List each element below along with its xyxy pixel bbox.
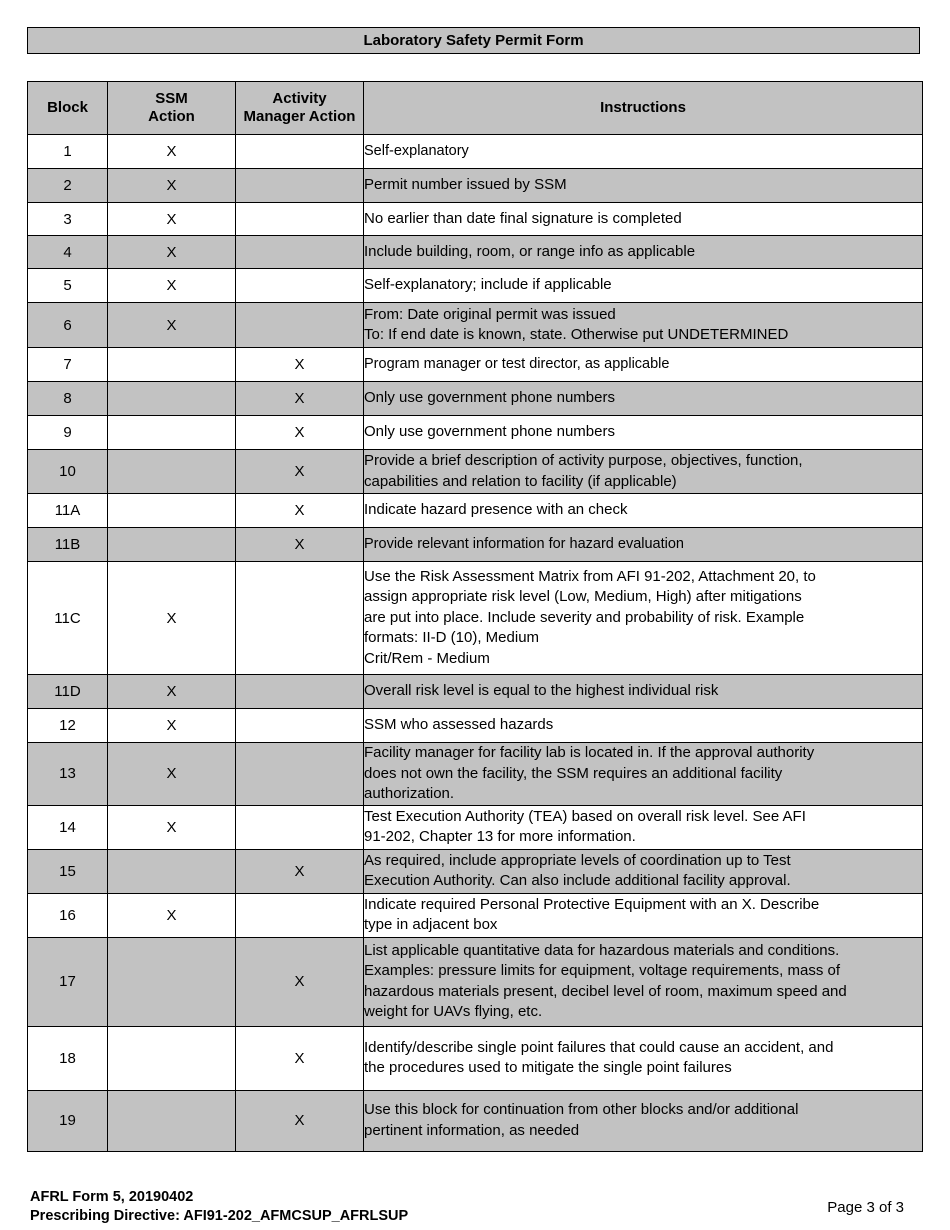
table-row (28, 849, 923, 893)
activity-manager-action-cell (236, 236, 364, 269)
column-header-ssm-action (108, 82, 236, 135)
activity-manager-action-cell: X (236, 849, 364, 893)
ssm-action-cell: X (108, 743, 236, 806)
activity-manager-action-cell (236, 893, 364, 937)
block-cell: 15 (28, 849, 108, 893)
instructions-table (27, 81, 923, 1152)
table-row (28, 348, 923, 382)
ssm-action-cell: X (108, 303, 236, 348)
column-header-ssm-label: SSM Action (148, 90, 195, 125)
instructions-cell: List applicable quantitative data for hazardous materials and conditions. Examples: pressure limits for equipment, voltage requirements, mass of hazardous materials present, decibel level of room, maximum speed and weight for UAVs flying, etc. (364, 937, 923, 1026)
column-header-am-label: Activity Manager Action (243, 90, 356, 125)
column-header-instructions-label: Instructions (600, 99, 686, 116)
activity-manager-action-cell (236, 135, 364, 169)
block-cell: 11D (28, 675, 108, 709)
activity-manager-action-cell: X (236, 1090, 364, 1151)
block-cell: 18 (28, 1026, 108, 1090)
instructions-cell: Only use government phone numbers (364, 382, 923, 416)
instructions-cell: SSM who assessed hazards (364, 709, 923, 743)
ssm-action-cell (108, 528, 236, 562)
table-row (28, 416, 923, 450)
block-cell: 8 (28, 382, 108, 416)
column-header-activity-manager-action (236, 82, 364, 135)
ssm-action-cell (108, 1090, 236, 1151)
activity-manager-action-cell: X (236, 1026, 364, 1090)
ssm-action-cell (108, 849, 236, 893)
instructions-cell: From: Date original permit was issued To: If end date is known, state. Otherwise put UNDETERMINED (364, 303, 923, 348)
table-row (28, 743, 923, 806)
activity-manager-action-cell: X (236, 416, 364, 450)
table-row (28, 1090, 923, 1151)
footer-left (30, 1188, 408, 1226)
block-cell: 12 (28, 709, 108, 743)
block-cell: 1 (28, 135, 108, 169)
ssm-action-cell: X (108, 269, 236, 303)
page-number: Page 3 of 3 (827, 1199, 904, 1216)
column-header-instructions (364, 82, 923, 135)
ssm-action-cell: X (108, 203, 236, 236)
activity-manager-action-cell (236, 743, 364, 806)
table-row (28, 303, 923, 348)
activity-manager-action-cell (236, 203, 364, 236)
table-row (28, 494, 923, 528)
instructions-cell: Permit number issued by SSM (364, 169, 923, 203)
table-row (28, 169, 923, 203)
activity-manager-action-cell: X (236, 528, 364, 562)
table-row (28, 937, 923, 1026)
block-cell: 11B (28, 528, 108, 562)
table-row (28, 562, 923, 675)
instructions-cell: Program manager or test director, as applicable (364, 348, 923, 382)
block-cell: 16 (28, 893, 108, 937)
activity-manager-action-cell (236, 303, 364, 348)
block-cell: 10 (28, 450, 108, 494)
block-cell: 11C (28, 562, 108, 675)
table-row (28, 805, 923, 849)
block-cell: 3 (28, 203, 108, 236)
activity-manager-action-cell: X (236, 382, 364, 416)
table-row (28, 135, 923, 169)
activity-manager-action-cell (236, 675, 364, 709)
table-row (28, 203, 923, 236)
ssm-action-cell (108, 937, 236, 1026)
block-cell: 13 (28, 743, 108, 806)
activity-manager-action-cell (236, 169, 364, 203)
activity-manager-action-cell: X (236, 494, 364, 528)
ssm-action-cell (108, 450, 236, 494)
column-header-block-label: Block (47, 99, 88, 116)
ssm-action-cell: X (108, 562, 236, 675)
column-header-block (28, 82, 108, 135)
block-cell: 4 (28, 236, 108, 269)
block-cell: 14 (28, 805, 108, 849)
ssm-action-cell (108, 348, 236, 382)
block-cell: 11A (28, 494, 108, 528)
table-row (28, 675, 923, 709)
form-title: Laboratory Safety Permit Form (27, 27, 920, 54)
instructions-cell: Facility manager for facility lab is located in. If the approval authority does not own the facility, the SSM requires an additional facility authorization. (364, 743, 923, 806)
instructions-cell: Include building, room, or range info as applicable (364, 236, 923, 269)
instructions-cell: Overall risk level is equal to the highest individual risk (364, 675, 923, 709)
activity-manager-action-cell: X (236, 348, 364, 382)
activity-manager-action-cell: X (236, 937, 364, 1026)
instructions-cell: Use the Risk Assessment Matrix from AFI 91-202, Attachment 20, to assign appropriate risk level (Low, Medium, High) after mitigations are put into place. Include severity and probability of risk. Example formats: II-D (10), Medium Crit/Rem - Medium (364, 562, 923, 675)
instructions-cell: Indicate hazard presence with an check (364, 494, 923, 528)
table-row (28, 528, 923, 562)
ssm-action-cell: X (108, 709, 236, 743)
activity-manager-action-cell (236, 805, 364, 849)
block-cell: 7 (28, 348, 108, 382)
ssm-action-cell: X (108, 169, 236, 203)
table-row (28, 1026, 923, 1090)
form-number: AFRL Form 5, 20190402 (30, 1189, 194, 1205)
activity-manager-action-cell: X (236, 450, 364, 494)
table-header-row (28, 82, 923, 135)
ssm-action-cell (108, 382, 236, 416)
table-row (28, 269, 923, 303)
ssm-action-cell: X (108, 135, 236, 169)
block-cell: 17 (28, 937, 108, 1026)
ssm-action-cell (108, 494, 236, 528)
ssm-action-cell (108, 1026, 236, 1090)
ssm-action-cell: X (108, 675, 236, 709)
instructions-cell: Provide a brief description of activity purpose, objectives, function, capabilities and relation to facility (if applicable) (364, 450, 923, 494)
table-row (28, 709, 923, 743)
instructions-cell: Identify/describe single point failures that could cause an accident, and the procedures used to mitigate the single point failures (364, 1026, 923, 1090)
instructions-cell: Provide relevant information for hazard evaluation (364, 528, 923, 562)
activity-manager-action-cell (236, 269, 364, 303)
block-cell: 9 (28, 416, 108, 450)
table-row (28, 236, 923, 269)
ssm-action-cell: X (108, 893, 236, 937)
activity-manager-action-cell (236, 562, 364, 675)
instructions-cell: Indicate required Personal Protective Equipment with an X. Describe type in adjacent box (364, 893, 923, 937)
instructions-cell: Use this block for continuation from other blocks and/or additional pertinent information, as needed (364, 1090, 923, 1151)
instructions-cell: Self-explanatory; include if applicable (364, 269, 923, 303)
activity-manager-action-cell (236, 709, 364, 743)
ssm-action-cell: X (108, 805, 236, 849)
instructions-cell: Self-explanatory (364, 135, 923, 169)
prescribing-directive: Prescribing Directive: AFI91-202_AFMCSUP_AFRLSUP (30, 1208, 409, 1224)
ssm-action-cell: X (108, 236, 236, 269)
block-cell: 6 (28, 303, 108, 348)
table-row (28, 893, 923, 937)
table-row (28, 450, 923, 494)
table-row (28, 382, 923, 416)
block-cell: 2 (28, 169, 108, 203)
instructions-cell: As required, include appropriate levels of coordination up to Test Execution Authority. Can also include additional facility approval. (364, 849, 923, 893)
instructions-cell: Only use government phone numbers (364, 416, 923, 450)
instructions-cell: Test Execution Authority (TEA) based on overall risk level. See AFI 91-202, Chapter 13 for more information. (364, 805, 923, 849)
block-cell: 19 (28, 1090, 108, 1151)
block-cell: 5 (28, 269, 108, 303)
ssm-action-cell (108, 416, 236, 450)
instructions-cell: No earlier than date final signature is completed (364, 203, 923, 236)
